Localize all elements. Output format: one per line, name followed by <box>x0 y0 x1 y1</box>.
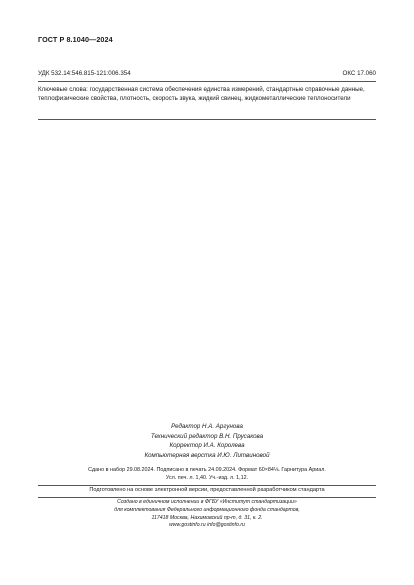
divider-top <box>38 81 376 82</box>
udc-code: УДК 532.14:546.815-121:006.354 <box>38 70 131 77</box>
editor-line: Редактор Н.А. Аргунова <box>171 423 243 430</box>
staff-block <box>0 422 414 460</box>
print-info-line1: Сдано в набор 29.08.2024. Подписано в печать 24.09.2024. Формат 60×84⅛. Гарнитура Ариал. <box>88 467 326 473</box>
divider-keywords <box>38 119 376 120</box>
oks-code: ОКС 17.060 <box>342 70 376 77</box>
tech-editor-line: Технический редактор В.Н. Прусакова <box>150 432 264 440</box>
prepared-note: Подготовлено на основе электронной версии, предоставленной разработчиком стандарта <box>89 487 325 493</box>
publisher-line1: Создано в единичном исполнении в ФГБУ «Институт стандартизации» <box>117 499 297 505</box>
publisher-line3: 117418 Москва, Нахимовский пр-т, д. 31, к. 2. <box>151 514 263 521</box>
divider-bottom-1 <box>38 485 376 486</box>
keywords-paragraph: Ключевые слова: государственная система обеспечения единства измерений, стандартные справочные данные, теплофизические свойства, плотность, скорость звука, жидкий свинец, жидкометаллические теплоносители <box>38 86 365 102</box>
publisher-block <box>0 499 414 530</box>
publisher-line2: для комплектования Федерального информационного фонда стандартов, <box>114 506 300 513</box>
layout-line: Компьютерная верстка И.Ю. Литвиновой <box>144 451 270 459</box>
divider-bottom-2 <box>38 497 376 498</box>
standard-code: ГОСТ Р 8.1040—2024 <box>38 35 113 44</box>
publisher-line4: www.gostinfo.ru info@gostinfo.ru <box>169 522 245 529</box>
print-info-line2: Усл. печ. л. 1,40. Уч.-изд. л. 1,12. <box>165 475 249 482</box>
print-info <box>0 466 414 482</box>
corrector-line: Корректор И.А. Королева <box>169 442 245 450</box>
